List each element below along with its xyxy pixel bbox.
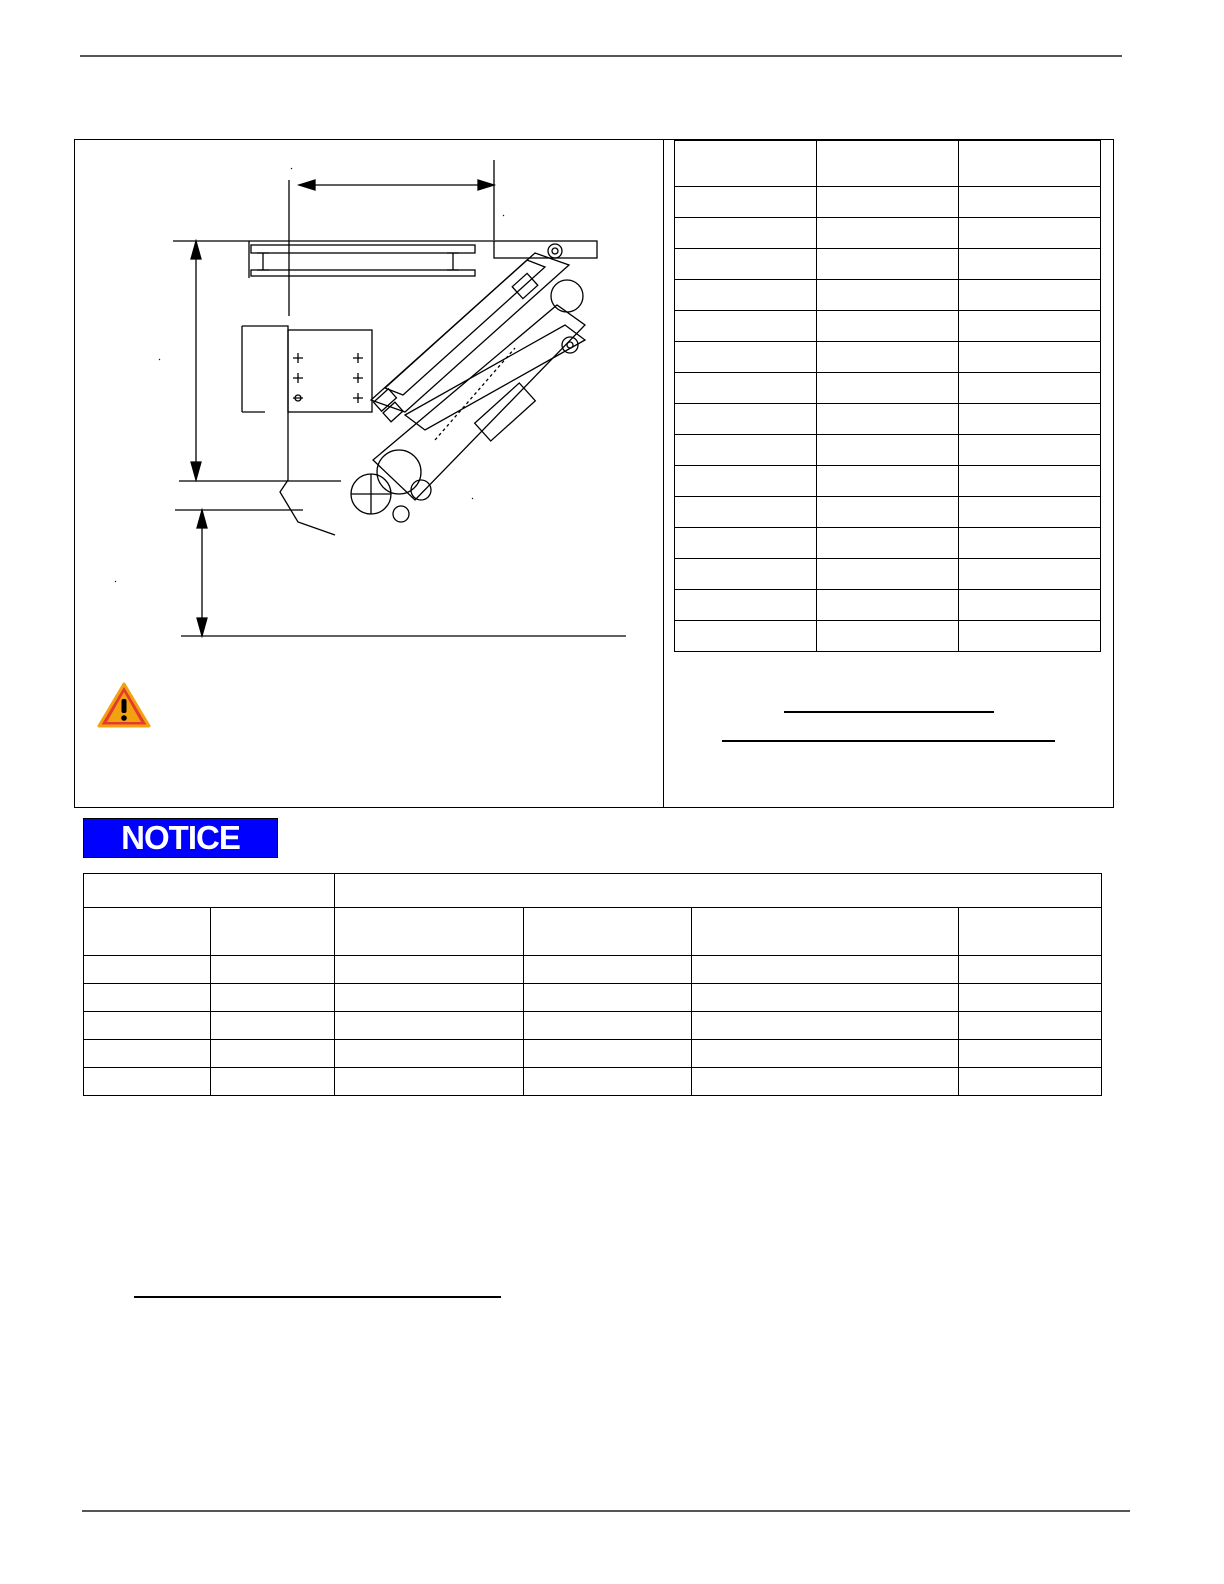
footer-rule: [82, 1510, 1130, 1512]
table-row: [84, 1012, 1102, 1040]
spec-underline-long: [722, 740, 1055, 742]
section-underline: [134, 1296, 501, 1298]
table-row: [675, 187, 1101, 218]
load-table: [83, 873, 1102, 1096]
clearance-dimension: [175, 510, 626, 636]
table-row: [675, 435, 1101, 466]
figure-panel: [74, 139, 1114, 808]
load-table-column-header: [84, 908, 1102, 956]
table-row: [675, 373, 1101, 404]
spec-table-header-row: [675, 141, 1101, 187]
table-row: [675, 342, 1101, 373]
height-dimension: [173, 241, 495, 481]
table-row: [84, 984, 1102, 1012]
spec-table: [674, 140, 1101, 652]
notice-banner: NOTICE: [83, 818, 278, 858]
mounting-bracket: [242, 326, 372, 535]
table-row: [675, 311, 1101, 342]
table-row: [84, 956, 1102, 984]
table-row: [675, 497, 1101, 528]
table-row: [84, 1068, 1102, 1096]
truck-frame: [249, 241, 475, 278]
table-row: [675, 218, 1101, 249]
width-dimension: [289, 160, 494, 316]
spec-underline-short: [784, 711, 994, 713]
table-row: [675, 280, 1101, 311]
table-row: [675, 466, 1101, 497]
table-row: [675, 404, 1101, 435]
table-row: [675, 249, 1101, 280]
table-row: [675, 559, 1101, 590]
table-row: [675, 590, 1101, 621]
warning-triangle-icon: [96, 681, 152, 729]
table-row: [84, 1040, 1102, 1068]
load-table-group-header: [84, 874, 1102, 908]
crane-installation-drawing: [75, 140, 663, 700]
table-row: [675, 528, 1101, 559]
crane-boom: [351, 241, 597, 522]
header-rule: [80, 55, 1122, 57]
panel-divider: [663, 140, 664, 807]
table-row: [675, 621, 1101, 652]
